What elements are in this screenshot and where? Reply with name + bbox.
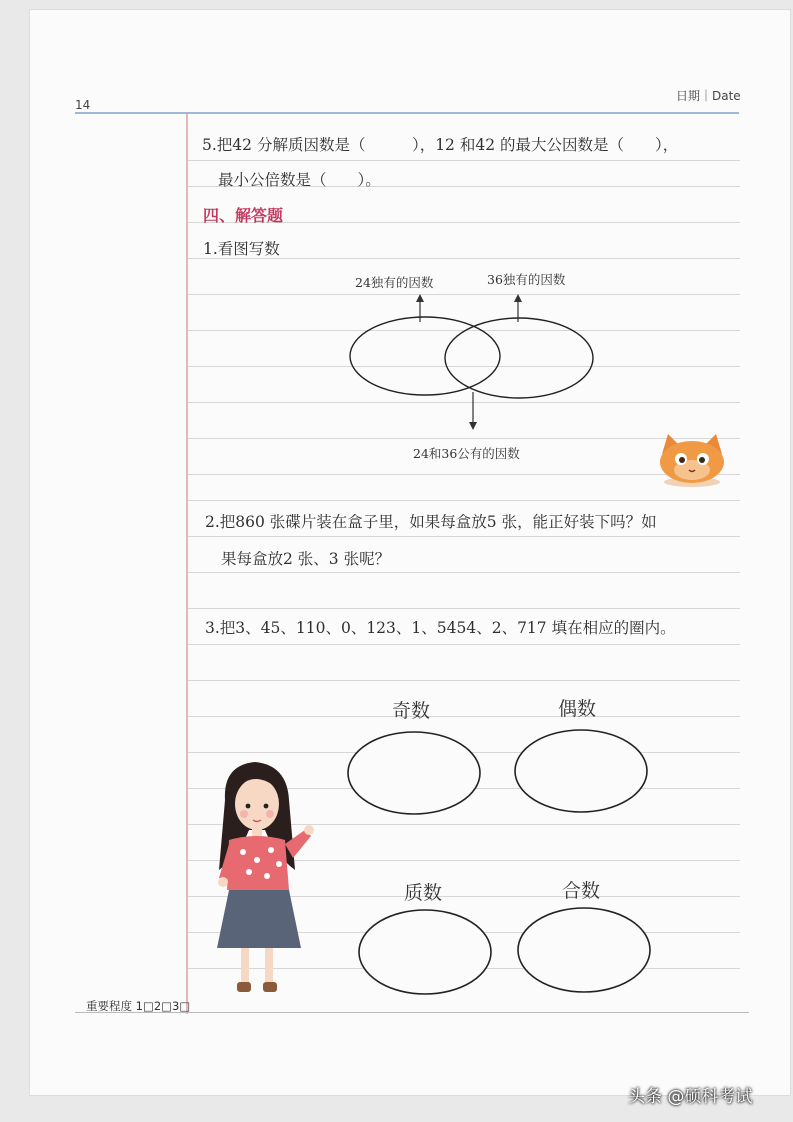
composite-circle[interactable]: [516, 904, 656, 998]
question-1: 1.看图写数: [203, 240, 280, 258]
cat-sticker-icon: [656, 434, 728, 490]
composite-label: 合数: [562, 880, 601, 902]
watermark: 头条 @硕科考试: [628, 1087, 753, 1107]
even-label: 偶数: [558, 698, 597, 720]
venn-right-label: 36独有的因数: [487, 272, 566, 287]
question-3: 3.把3、45、110、0、123、1、5454、2、717 填在相应的圈内。: [205, 619, 676, 637]
question-5-line-2: 最小公倍数是（ ）。: [218, 171, 381, 189]
odd-circle[interactable]: [345, 728, 485, 820]
margin-line: [186, 114, 188, 1014]
ruled-line: [188, 680, 740, 681]
venn-circle-24: [350, 317, 500, 395]
ruled-line: [188, 608, 740, 609]
arrow-up-right-icon: [514, 294, 522, 302]
ruled-line: [188, 572, 740, 573]
page-number: 14: [75, 98, 91, 112]
section-title: 四、解答题: [203, 206, 284, 225]
header-rule: [75, 112, 739, 114]
ruled-line: [188, 644, 740, 645]
prime-circle[interactable]: [356, 906, 496, 1000]
question-2-line-2: 果每盒放2 张、3 张呢？: [221, 550, 391, 568]
venn-circle-36: [445, 318, 593, 398]
arrow-down-icon: [469, 422, 477, 430]
question-2-line-1: 2.把860 张碟片装在盒子里，如果每盒放5 张，能正好装下吗？如: [205, 513, 657, 531]
arrow-up-left-icon: [416, 294, 424, 302]
question-5-line-1: 5.把42 分解质因数是（ ），12 和42 的最大公因数是（ ），: [202, 136, 679, 154]
ruled-line: [188, 536, 740, 537]
ruled-line: [188, 716, 740, 717]
odd-label: 奇数: [392, 700, 431, 722]
prime-label: 质数: [404, 882, 443, 904]
venn-diagram: [340, 290, 610, 440]
venn-bottom-label: 24和36公有的因数: [413, 446, 520, 461]
ruled-line: [188, 500, 740, 501]
girl-illustration-icon: [205, 760, 320, 1005]
importance-level: 重要程度 1□2□3□: [86, 999, 191, 1013]
venn-left-label: 24独有的因数: [355, 275, 434, 290]
ruled-line: [188, 160, 740, 161]
date-label: 日期｜Date: [676, 89, 741, 103]
even-circle[interactable]: [513, 726, 653, 818]
